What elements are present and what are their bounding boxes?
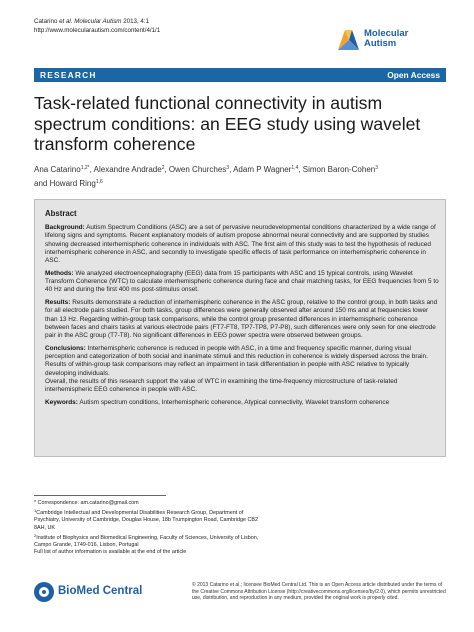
abstract-conclusions-2: Results of within-group task comparisons may reflect an impairment in task differentiation in people with ASC relative to typically developing individuals. [45, 361, 410, 377]
footnote-divider [34, 495, 166, 496]
abstract-conclusions-3: Overall, the results of this research support the value of WTC in examining the time-frequency microstructure of task-related interhemispheric EEG coherence in people with ASC. [45, 377, 398, 394]
open-access-label: Open Access [387, 70, 440, 80]
biomed-central-logo [34, 580, 164, 604]
abstract-background: Background: Autism Spectrum Conditions (ASC) are a set of pervasive neurodevelopmental conditions characterized by a wide range of lifelong signs and symptoms. Recent explanatory models of autism propose abnormal neural connectivity and are supported by studies showing decreased interhemispheric coherence in individuals with ASC. The first aim of this study was to test the hypothesis of reduced interhemispheric coherence in ASC, and secondly to investigate specific effects of task performance on interhemispheric coherence in ASC. [45, 224, 436, 265]
author-item[interactable]: and Howard Ring$^{1,6}$ [34, 179, 103, 188]
article-title: Task-related functional connectivity in autism spectrum conditions: an EEG study using wavelet transform coherence [34, 93, 421, 154]
author-list: Ana Catarino$^{1,2*}$, Alexandre Andrade$^2$, Owen Churches$^3$, Adam P Wagner$^{1,4}$, Simon Baron-Cohen$^3$ and Howard Ring$^{1,6}$ [34, 165, 378, 188]
biomed-central-logo-icon [34, 582, 54, 602]
journal-logo [336, 26, 446, 52]
license-text: © 2013 Catarino et al.; licensee BioMed Central Ltd. This is an Open Access article distributed under the terms of the Creative Commons Attribution License (http://creativecommons.org/licenses/by/2.0), which permits unrestricted use, distribution, and reproduction in any medium, provided the original work is properly cited. [192, 582, 446, 602]
article-url[interactable]: http://www.molecularautism.com/content/4/1/1 [34, 26, 161, 34]
citation-line [34, 18, 160, 27]
journal-logo-icon [336, 26, 362, 52]
author-item[interactable]: Adam P Wagner$^{1,4}$ [233, 165, 299, 174]
affiliation-1: $^1$Cambridge Intellectual and Developmental Disabilities Research Group, Department of Psychiatry, University of Cambridge, Douglas House, 18b Trumpington Road, Cambridge CB2 8AH, UK [34, 508, 259, 531]
abstract-body [45, 224, 439, 411]
abstract-box [34, 199, 446, 457]
author-item[interactable]: Owen Churches$^3$ [168, 165, 230, 174]
journal-name-line1: Molecular [364, 28, 409, 39]
abstract-heading: Abstract [45, 209, 77, 218]
footnotes [34, 500, 264, 556]
journal-name-line2: Autism [364, 38, 397, 49]
journal-name [364, 29, 408, 49]
author-item[interactable]: Ana Catarino$^{1,2*}$ [34, 165, 90, 174]
author-info-note: Full list of author information is available at the end of the article [34, 549, 187, 556]
author-item[interactable]: Simon Baron-Cohen$^3$ [302, 165, 378, 174]
abstract-keywords: Keywords: Autism spectrum conditions, Interhemispheric coherence, Atypical connectivity, Wavelet transform coherence [45, 398, 390, 406]
publisher-name: BioMed Central [58, 585, 143, 597]
affiliation-2: $^2$Institute of Biophysics and Biomedical Engineering, Faculty of Sciences, University of Lisbon, Campo Grande, 1749-016, Lisbon, Portugal [34, 532, 259, 549]
citation-authors: Catarino [34, 18, 60, 25]
abstract-methods: Methods: We analyzed electroencephalography (EEG) data from 15 participants with ASC and 15 typical controls, using Wavelet Transform Coherence (WTC) to calculate interhemispheric coherence during face and chair matching tasks, for EEG frequencies from 5 to 40 Hz and during the first 400 ms post-stimulus onset. [45, 269, 439, 294]
author-item[interactable]: Alexandre Andrade$^2$ [93, 165, 165, 174]
citation-volume: 2013, 4:1 [121, 18, 149, 25]
abstract-results: Results: Results demonstrate a reduction of interhemispheric coherence in the ASC group, relative to the control group, in both tasks and for all electrode pairs studied. For both tasks, group differences were generally observed after around 150 ms and at frequencies lower than 13 Hz. Regarding within-group task comparisons, while the control group presented differences in interhemispheric coherence between faces and chairs tasks at various electrode pairs (FT7-FT8, TP7-TP8, P7-P8), such differences were only seen for one electrode pair in the ASC group (T7-T8). No significant differences in EEG power spectra were observed between groups. [45, 298, 438, 340]
correspondence-note[interactable]: * Correspondence: am.catarino@gmail.com [34, 500, 139, 506]
section-banner [34, 68, 446, 82]
abstract-conclusions: Conclusions: Interhemispheric coherence is reduced in people with ASC, in a time and frequency specific manner, during visual perception and categorization of both social and inanimate stimuli and this reduction in coherence is widely dispersed across the brain. [45, 344, 428, 361]
section-label: RESEARCH [40, 70, 97, 80]
citation-journal: et al. Molecular Autism [59, 18, 122, 25]
citation-header [34, 18, 160, 35]
